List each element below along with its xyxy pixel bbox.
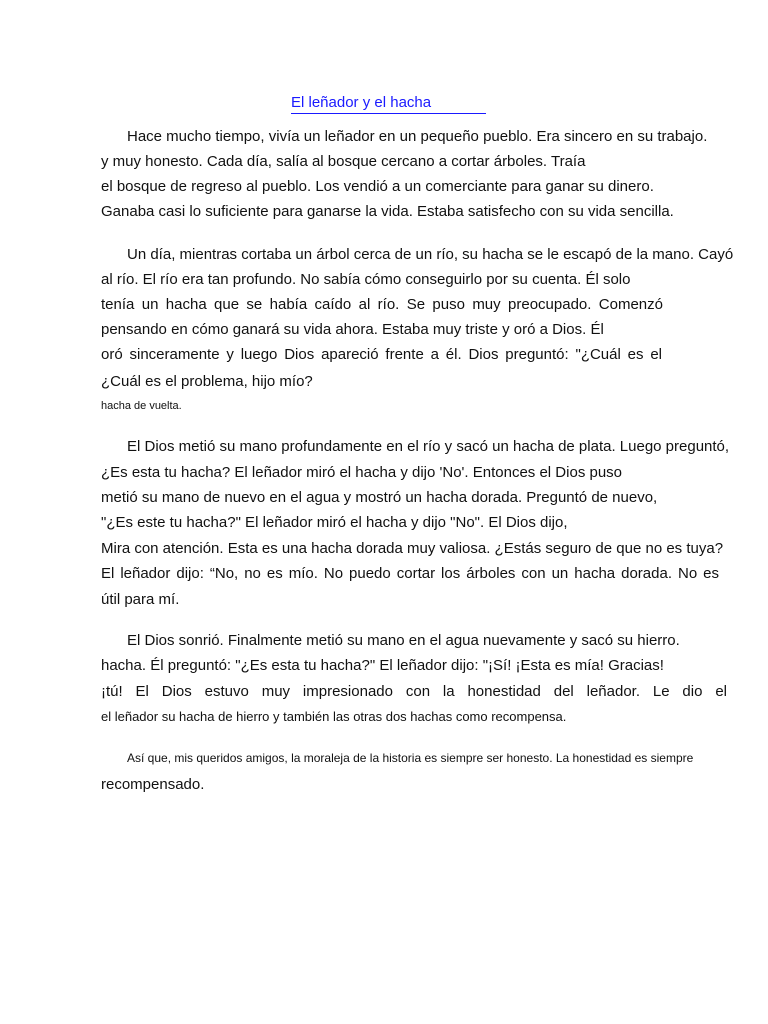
- text-line: Así que, mis queridos amigos, la moraleja de la historia es siempre ser honesto. La honestidad es siempre: [127, 751, 694, 765]
- text-line: hacha. Él preguntó: "¿Es esta tu hacha?" El leñador dijo: "¡Sí! ¡Esta es mía! Gracias!: [101, 657, 664, 674]
- text-line: El Dios metió su mano profundamente en el río y sacó un hacha de plata. Luego preguntó,: [127, 438, 730, 455]
- text-line: Mira con atención. Esta es una hacha dorada muy valiosa. ¿Estás seguro de que no es tuya?: [101, 540, 724, 557]
- document-title[interactable]: El leñador y el hacha: [291, 93, 486, 114]
- text-line: "¿Es este tu hacha?" El leñador miró el hacha y dijo "No". El Dios dijo,: [101, 514, 568, 531]
- text-line: Un día, mientras cortaba un árbol cerca de un río, su hacha se le escapó de la mano. Cayó: [127, 246, 734, 263]
- text-line: El Dios sonrió. Finalmente metió su mano en el agua nuevamente y sacó su hierro.: [127, 632, 680, 649]
- text-line: hacha de vuelta.: [101, 400, 182, 412]
- text-line: ¡tú! El Dios estuvo muy impresionado con la honestidad del leñador. Le dio el: [101, 683, 727, 700]
- text-line: el leñador su hacha de hierro y también las otras dos hachas como recompensa.: [101, 709, 567, 724]
- text-line: Hace mucho tiempo, vivía un leñador en un pequeño pueblo. Era sincero en su trabajo.: [127, 128, 708, 145]
- text-line: útil para mí.: [101, 591, 180, 608]
- text-line: oró sinceramente y luego Dios apareció frente a él. Dios preguntó: "¿Cuál es el: [101, 346, 662, 363]
- text-line: tenía un hacha que se había caído al río. Se puso muy preocupado. Comenzó: [101, 296, 663, 313]
- text-line: pensando en cómo ganará su vida ahora. Estaba muy triste y oró a Dios. Él: [101, 321, 604, 338]
- text-line: al río. El río era tan profundo. No sabía cómo conseguirlo por su cuenta. Él solo: [101, 271, 631, 288]
- text-line: recompensado.: [101, 776, 205, 793]
- text-line: El leñador dijo: “No, no es mío. No puedo cortar los árboles con un hacha dorada. No es: [101, 565, 719, 582]
- text-line: el bosque de regreso al pueblo. Los vendió a un comerciante para ganar su dinero.: [101, 178, 654, 195]
- text-line: metió su mano de nuevo en el agua y mostró un hacha dorada. Preguntó de nuevo,: [101, 489, 658, 506]
- text-line: Ganaba casi lo suficiente para ganarse la vida. Estaba satisfecho con su vida sencilla.: [101, 203, 674, 220]
- text-line: ¿Cuál es el problema, hijo mío?: [101, 373, 313, 390]
- text-line: y muy honesto. Cada día, salía al bosque cercano a cortar árboles. Traía: [101, 153, 586, 170]
- text-line: ¿Es esta tu hacha? El leñador miró el hacha y dijo 'No'. Entonces el Dios puso: [101, 464, 623, 481]
